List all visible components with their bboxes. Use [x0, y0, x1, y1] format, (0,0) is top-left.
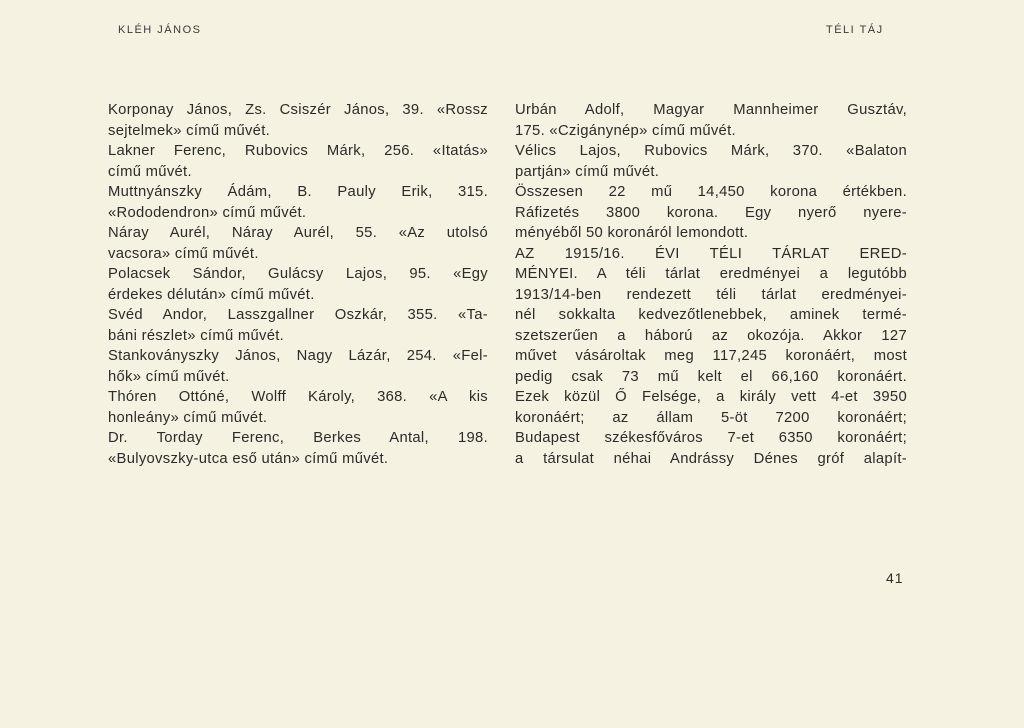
text-line: szetszerűen a háború az okozója. Akkor 127 [515, 327, 907, 344]
left-text-column [108, 100, 488, 469]
text-line: Urbán Adolf, Magyar Mannheimer Gusztáv, [515, 102, 907, 118]
text-line: vacsora» című művét. [108, 245, 259, 262]
text-line: sejtelmek» című művét. [108, 122, 271, 139]
text-line: Vélics Lajos, Rubovics Márk, 370. «Balaton [515, 143, 907, 159]
text-line: Dr. Torday Ferenc, Berkes Antal, 198. [108, 430, 488, 446]
text-line: érdekes délután» című művét. [108, 286, 315, 303]
text-line: című művét. [108, 163, 192, 180]
text-line: MÉNYEI. A téli tárlat eredményei a legutóbb [515, 266, 907, 282]
text-line: partján» című művét. [515, 163, 660, 180]
text-line: koronáért; az állam 5-öt 7200 koronáért; [515, 409, 907, 426]
running-head-title: TÉLI TÁJ [826, 24, 884, 36]
text-line: AZ 1915/16. ÉVI TÉLI TÁRLAT ERED- [515, 245, 907, 262]
text-line: Stankoványszky János, Nagy Lázár, 254. «Fel- [108, 348, 488, 364]
text-line: ményéből 50 koronáról lemondott. [515, 225, 749, 241]
text-line: hők» című művét. [108, 368, 230, 385]
text-line: 175. «Czigánynép» című művét. [515, 122, 736, 139]
text-line: nél sokkalta kedvezőtlenebbek, aminek termé- [515, 307, 907, 323]
text-line: Ezek közül Ő Felsége, a király vett 4-et 3950 [515, 389, 907, 405]
text-line: Összesen 22 mű 14,450 korona értékben. [515, 184, 907, 200]
text-line: Náray Aurél, Náray Aurél, 55. «Az utolsó [108, 225, 488, 241]
text-line: Svéd Andor, Lasszgallner Oszkár, 355. «Ta- [108, 307, 488, 323]
text-line: 1913/14-ben rendezett téli tárlat eredményei- [515, 286, 907, 303]
text-line: honleány» című művét. [108, 409, 268, 426]
text-line: Polacsek Sándor, Gulácsy Lajos, 95. «Egy [108, 266, 488, 282]
text-line: Ráfizetés 3800 korona. Egy nyerő nyere- [515, 204, 907, 221]
text-line: Muttnyánszky Ádám, B. Pauly Erik, 315. [108, 184, 488, 200]
page-number: 41 [886, 570, 904, 586]
text-line: Budapest székesfőváros 7-et 6350 koronáért; [515, 430, 907, 446]
text-line: Korponay János, Zs. Csiszér János, 39. «Rossz [108, 102, 488, 118]
text-line: művet vásároltak meg 117,245 koronáért, most [515, 348, 907, 364]
text-line: «Bulyovszky-utca eső után» című művét. [108, 450, 389, 467]
text-line: Thóren Ottóné, Wolff Károly, 368. «A kis [108, 389, 488, 405]
text-line: a társulat néhai Andrássy Dénes gróf alapít- [515, 450, 907, 467]
text-line: báni részlet» című művét. [108, 327, 285, 344]
right-text-column [515, 100, 907, 469]
running-head-author: KLÉH JÁNOS [118, 24, 202, 36]
text-line: Lakner Ferenc, Rubovics Márk, 256. «Itatás» [108, 143, 488, 159]
text-line: «Rododendron» című művét. [108, 204, 307, 221]
text-line: pedig csak 73 mű kelt el 66,160 koronáért. [515, 368, 907, 385]
